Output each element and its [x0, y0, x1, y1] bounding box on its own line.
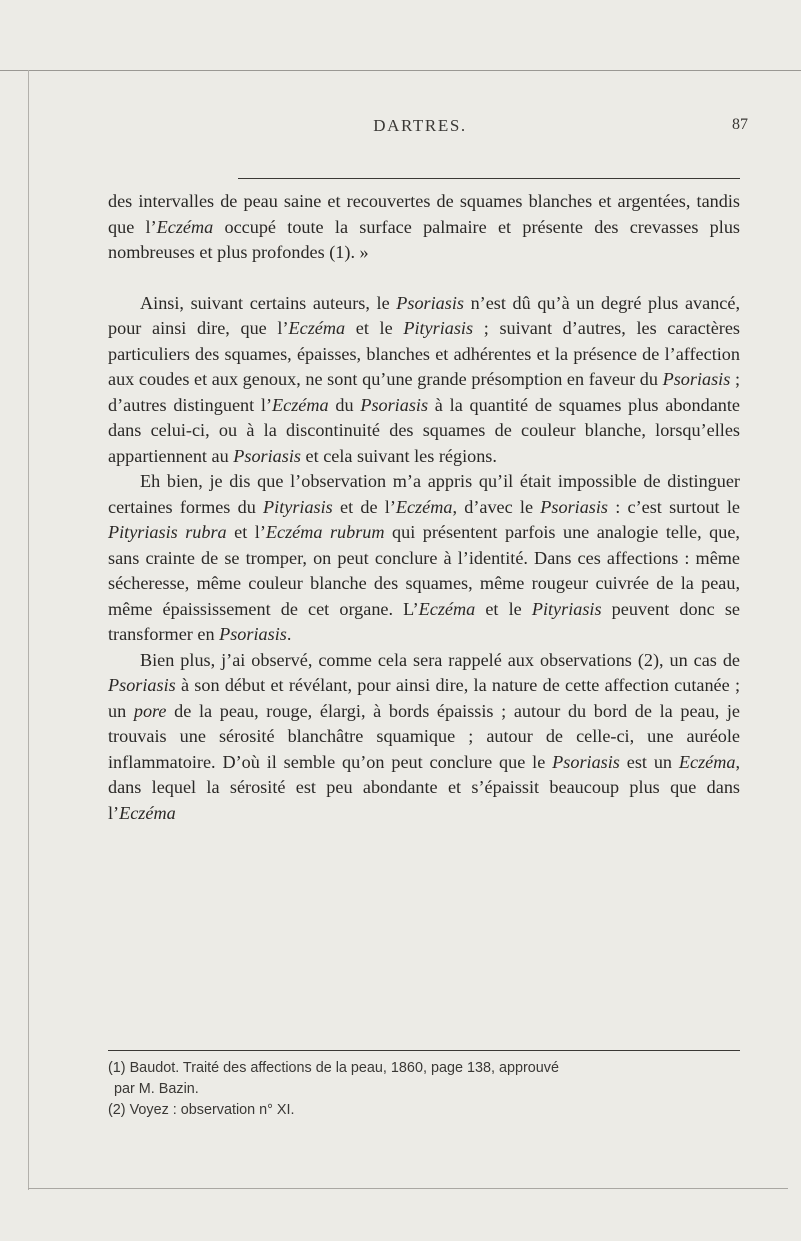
header-rule: [238, 178, 740, 179]
footnote-continuation: par M. Bazin.: [114, 1081, 199, 1097]
footnote: (1) Baudot. Traité des affections de la peau, 1860, page 138, approuvé: [108, 1060, 559, 1076]
paragraph: des intervalles de peau saine et recouvertes de squames blanches et argentées, tandis que l’Eczéma occupé toute la surface palmaire et présente des crevasses plus nombreuses et plus profondes (1). »: [108, 191, 740, 262]
page-header: [120, 116, 748, 140]
footnote-rule: [108, 1050, 740, 1051]
running-title: DARTRES.: [373, 116, 467, 135]
paragraph: Ainsi, suivant certains auteurs, le Psoriasis n’est dû qu’à un degré plus avancé, pour ainsi dire, que l’Eczéma et le Pityriasis ; suivant d’autres, les caractères particuliers des squames, épaisses, blanches et adhérentes et la présence de l’affection aux coudes et aux genoux, ne sont qu’une grande présomption en faveur du Psoriasis ; d’autres distinguent l’Eczéma du Psoriasis à la quantité de squames plus abondante dans celui-ci, ou à la discontinuité des squames de couleur blanche, lorsqu’elles appartiennent au Psoriasis et cela suivant les régions.: [108, 292, 740, 466]
paragraph: Bien plus, j’ai observé, comme cela sera rappelé aux observations (2), un cas de Psoriasis à son début et révélant, pour ainsi dire, la nature de cette affection cutanée ; un pore de la peau, rouge, élargi, à bords épaissis ; autour du bord de la peau, je trouvais une sérosité blanchâtre squamique ; autour de celle-ci, une auréole inflammatoire. D’où il semble qu’on peut conclure que le Psoriasis est un Eczéma, dans lequel la sérosité est peu abondante et s’épaissit beaucoup plus que dans l’Eczéma: [108, 649, 741, 823]
footnotes: [108, 1058, 740, 1121]
page-edge-top: [0, 70, 801, 71]
page-edge-bottom: [28, 1188, 788, 1189]
body-text: [108, 189, 740, 826]
paragraph: Eh bien, je dis que l’observation m’a appris qu’il était impossible de distinguer certaines formes du Pityriasis et de l’Eczéma, d’avec le Psoriasis : c’est surtout le Pityriasis rubra et l’Eczéma rubrum qui présentent parfois une analogie telle, que, sans crainte de se tromper, on peut conclure à l’identité. Dans ces affections : même sécheresse, même couleur blanche des squames, même rougeur cuivrée de la peau, même épaississement de cet organe. L’Eczéma et le Pityriasis peuvent donc se transformer en Psoriasis.: [108, 471, 740, 644]
page-edge-left: [28, 70, 29, 1190]
footnote: (2) Voyez : observation n° XI.: [108, 1102, 295, 1118]
page-number: 87: [732, 116, 748, 133]
